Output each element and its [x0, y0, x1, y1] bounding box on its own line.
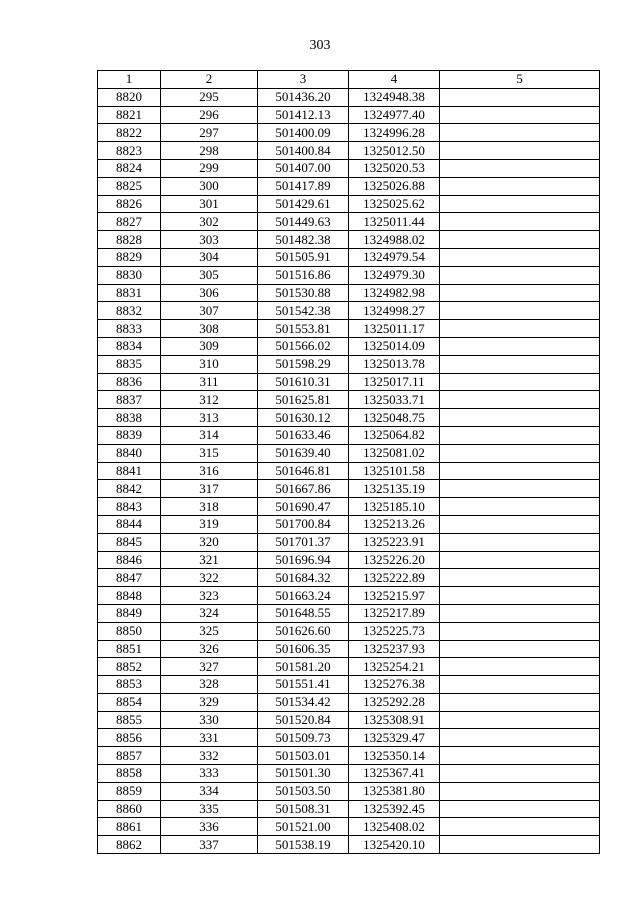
table-header-row: [98, 71, 600, 89]
cell-index: 8823: [98, 142, 161, 160]
cell-note: [440, 106, 600, 124]
cell-y-coordinate: 1324982.98: [349, 284, 440, 302]
table-row: [98, 409, 600, 427]
cell-x-coordinate: 501646.81: [258, 462, 349, 480]
column-header-4: 4: [349, 71, 440, 89]
cell-point-number: 329: [161, 693, 258, 711]
cell-y-coordinate: 1325213.26: [349, 515, 440, 533]
cell-y-coordinate: 1325217.89: [349, 604, 440, 622]
cell-point-number: 330: [161, 711, 258, 729]
cell-point-number: 333: [161, 765, 258, 783]
cell-x-coordinate: 501633.46: [258, 426, 349, 444]
cell-index: 8821: [98, 106, 161, 124]
cell-x-coordinate: 501436.20: [258, 88, 349, 106]
cell-point-number: 322: [161, 569, 258, 587]
cell-y-coordinate: 1325025.62: [349, 195, 440, 213]
cell-note: [440, 533, 600, 551]
cell-x-coordinate: 501690.47: [258, 498, 349, 516]
cell-index: 8836: [98, 373, 161, 391]
cell-point-number: 315: [161, 444, 258, 462]
cell-x-coordinate: 501400.09: [258, 124, 349, 142]
table-row: [98, 373, 600, 391]
cell-x-coordinate: 501501.30: [258, 765, 349, 783]
cell-index: 8859: [98, 782, 161, 800]
cell-x-coordinate: 501551.41: [258, 676, 349, 694]
cell-y-coordinate: 1325292.28: [349, 693, 440, 711]
cell-point-number: 305: [161, 266, 258, 284]
cell-y-coordinate: 1325013.78: [349, 355, 440, 373]
cell-point-number: 299: [161, 159, 258, 177]
cell-point-number: 307: [161, 302, 258, 320]
cell-note: [440, 711, 600, 729]
cell-point-number: 302: [161, 213, 258, 231]
table-row: [98, 266, 600, 284]
cell-index: 8846: [98, 551, 161, 569]
cell-x-coordinate: 501581.20: [258, 658, 349, 676]
cell-point-number: 316: [161, 462, 258, 480]
cell-y-coordinate: 1325020.53: [349, 159, 440, 177]
cell-x-coordinate: 501684.32: [258, 569, 349, 587]
cell-x-coordinate: 501449.63: [258, 213, 349, 231]
table-row: [98, 800, 600, 818]
table-row: [98, 159, 600, 177]
cell-note: [440, 676, 600, 694]
cell-x-coordinate: 501534.42: [258, 693, 349, 711]
table-row: [98, 747, 600, 765]
cell-y-coordinate: 1325408.02: [349, 818, 440, 836]
cell-x-coordinate: 501542.38: [258, 302, 349, 320]
table-row: [98, 106, 600, 124]
cell-x-coordinate: 501509.73: [258, 729, 349, 747]
cell-y-coordinate: 1325223.91: [349, 533, 440, 551]
cell-y-coordinate: 1325392.45: [349, 800, 440, 818]
table-row: [98, 569, 600, 587]
table-row: [98, 231, 600, 249]
cell-index: 8829: [98, 248, 161, 266]
table-row: [98, 818, 600, 836]
table-row: [98, 391, 600, 409]
cell-note: [440, 693, 600, 711]
cell-point-number: 318: [161, 498, 258, 516]
cell-point-number: 332: [161, 747, 258, 765]
cell-point-number: 328: [161, 676, 258, 694]
table-row: [98, 177, 600, 195]
cell-y-coordinate: 1325222.89: [349, 569, 440, 587]
cell-y-coordinate: 1325350.14: [349, 747, 440, 765]
column-header-3: 3: [258, 71, 349, 89]
cell-x-coordinate: 501626.60: [258, 622, 349, 640]
cell-index: 8839: [98, 426, 161, 444]
table-row: [98, 142, 600, 160]
cell-point-number: 296: [161, 106, 258, 124]
cell-x-coordinate: 501505.91: [258, 248, 349, 266]
cell-y-coordinate: 1325215.97: [349, 587, 440, 605]
cell-index: 8834: [98, 337, 161, 355]
cell-note: [440, 231, 600, 249]
cell-index: 8858: [98, 765, 161, 783]
cell-x-coordinate: 501648.55: [258, 604, 349, 622]
cell-note: [440, 444, 600, 462]
cell-index: 8838: [98, 409, 161, 427]
cell-note: [440, 480, 600, 498]
cell-note: [440, 159, 600, 177]
cell-index: 8860: [98, 800, 161, 818]
table-row: [98, 551, 600, 569]
cell-point-number: 327: [161, 658, 258, 676]
cell-note: [440, 391, 600, 409]
cell-index: 8849: [98, 604, 161, 622]
table-row: [98, 248, 600, 266]
cell-x-coordinate: 501412.13: [258, 106, 349, 124]
cell-note: [440, 604, 600, 622]
cell-y-coordinate: 1325185.10: [349, 498, 440, 516]
cell-index: 8826: [98, 195, 161, 213]
cell-note: [440, 266, 600, 284]
table-row: [98, 355, 600, 373]
table-row: [98, 88, 600, 106]
column-header-1: 1: [98, 71, 161, 89]
cell-note: [440, 782, 600, 800]
cell-x-coordinate: 501482.38: [258, 231, 349, 249]
cell-note: [440, 640, 600, 658]
cell-y-coordinate: 1325014.09: [349, 337, 440, 355]
cell-index: 8825: [98, 177, 161, 195]
cell-x-coordinate: 501508.31: [258, 800, 349, 818]
cell-index: 8837: [98, 391, 161, 409]
cell-index: 8861: [98, 818, 161, 836]
cell-note: [440, 409, 600, 427]
cell-note: [440, 462, 600, 480]
cell-point-number: 303: [161, 231, 258, 249]
cell-y-coordinate: 1325367.41: [349, 765, 440, 783]
table-row: [98, 498, 600, 516]
table-row: [98, 462, 600, 480]
cell-note: [440, 747, 600, 765]
cell-index: 8841: [98, 462, 161, 480]
cell-index: 8828: [98, 231, 161, 249]
table-row: [98, 729, 600, 747]
cell-y-coordinate: 1324998.27: [349, 302, 440, 320]
cell-index: 8852: [98, 658, 161, 676]
cell-point-number: 295: [161, 88, 258, 106]
cell-index: 8845: [98, 533, 161, 551]
cell-y-coordinate: 1324988.02: [349, 231, 440, 249]
cell-x-coordinate: 501538.19: [258, 836, 349, 854]
table-row: [98, 693, 600, 711]
cell-index: 8833: [98, 320, 161, 338]
cell-x-coordinate: 501625.81: [258, 391, 349, 409]
cell-note: [440, 337, 600, 355]
table-row: [98, 124, 600, 142]
cell-x-coordinate: 501667.86: [258, 480, 349, 498]
cell-x-coordinate: 501700.84: [258, 515, 349, 533]
cell-note: [440, 515, 600, 533]
cell-index: 8850: [98, 622, 161, 640]
cell-note: [440, 213, 600, 231]
cell-index: 8831: [98, 284, 161, 302]
cell-index: 8862: [98, 836, 161, 854]
cell-point-number: 311: [161, 373, 258, 391]
table-row: [98, 622, 600, 640]
cell-y-coordinate: 1325012.50: [349, 142, 440, 160]
cell-point-number: 319: [161, 515, 258, 533]
column-header-5: 5: [440, 71, 600, 89]
cell-y-coordinate: 1325226.20: [349, 551, 440, 569]
cell-note: [440, 800, 600, 818]
cell-x-coordinate: 501503.50: [258, 782, 349, 800]
cell-y-coordinate: 1325237.93: [349, 640, 440, 658]
cell-note: [440, 320, 600, 338]
cell-y-coordinate: 1325308.91: [349, 711, 440, 729]
cell-y-coordinate: 1325033.71: [349, 391, 440, 409]
cell-y-coordinate: 1324979.30: [349, 266, 440, 284]
cell-note: [440, 765, 600, 783]
cell-note: [440, 177, 600, 195]
cell-index: 8853: [98, 676, 161, 694]
cell-note: [440, 569, 600, 587]
cell-point-number: 297: [161, 124, 258, 142]
cell-note: [440, 373, 600, 391]
cell-x-coordinate: 501503.01: [258, 747, 349, 765]
cell-index: 8843: [98, 498, 161, 516]
cell-point-number: 325: [161, 622, 258, 640]
cell-x-coordinate: 501606.35: [258, 640, 349, 658]
cell-x-coordinate: 501400.84: [258, 142, 349, 160]
cell-y-coordinate: 1325329.47: [349, 729, 440, 747]
table-row: [98, 533, 600, 551]
cell-y-coordinate: 1324948.38: [349, 88, 440, 106]
cell-x-coordinate: 501520.84: [258, 711, 349, 729]
cell-note: [440, 498, 600, 516]
cell-note: [440, 836, 600, 854]
cell-index: 8847: [98, 569, 161, 587]
cell-note: [440, 587, 600, 605]
cell-x-coordinate: 501429.61: [258, 195, 349, 213]
cell-index: 8854: [98, 693, 161, 711]
cell-point-number: 336: [161, 818, 258, 836]
table-row: [98, 676, 600, 694]
table-row: [98, 640, 600, 658]
table-row: [98, 515, 600, 533]
cell-point-number: 317: [161, 480, 258, 498]
table-row: [98, 711, 600, 729]
table-row: [98, 213, 600, 231]
cell-y-coordinate: 1324977.40: [349, 106, 440, 124]
cell-note: [440, 426, 600, 444]
cell-y-coordinate: 1325420.10: [349, 836, 440, 854]
cell-point-number: 320: [161, 533, 258, 551]
table-row: [98, 836, 600, 854]
table-row: [98, 587, 600, 605]
cell-x-coordinate: 501598.29: [258, 355, 349, 373]
cell-x-coordinate: 501530.88: [258, 284, 349, 302]
cell-note: [440, 818, 600, 836]
cell-y-coordinate: 1325026.88: [349, 177, 440, 195]
cell-note: [440, 124, 600, 142]
cell-note: [440, 729, 600, 747]
cell-index: 8848: [98, 587, 161, 605]
cell-y-coordinate: 1324979.54: [349, 248, 440, 266]
cell-note: [440, 284, 600, 302]
cell-y-coordinate: 1324996.28: [349, 124, 440, 142]
page-number: 303: [309, 38, 331, 53]
table-row: [98, 302, 600, 320]
cell-note: [440, 551, 600, 569]
cell-x-coordinate: 501696.94: [258, 551, 349, 569]
cell-point-number: 321: [161, 551, 258, 569]
cell-point-number: 326: [161, 640, 258, 658]
cell-point-number: 300: [161, 177, 258, 195]
cell-y-coordinate: 1325064.82: [349, 426, 440, 444]
cell-point-number: 314: [161, 426, 258, 444]
cell-x-coordinate: 501701.37: [258, 533, 349, 551]
cell-point-number: 298: [161, 142, 258, 160]
cell-index: 8835: [98, 355, 161, 373]
cell-x-coordinate: 501610.31: [258, 373, 349, 391]
cell-point-number: 310: [161, 355, 258, 373]
cell-y-coordinate: 1325011.17: [349, 320, 440, 338]
table-row: [98, 195, 600, 213]
cell-index: 8840: [98, 444, 161, 462]
cell-point-number: 301: [161, 195, 258, 213]
cell-point-number: 304: [161, 248, 258, 266]
cell-y-coordinate: 1325254.21: [349, 658, 440, 676]
cell-y-coordinate: 1325381.80: [349, 782, 440, 800]
cell-y-coordinate: 1325048.75: [349, 409, 440, 427]
cell-x-coordinate: 501407.00: [258, 159, 349, 177]
cell-x-coordinate: 501417.89: [258, 177, 349, 195]
table-row: [98, 782, 600, 800]
cell-y-coordinate: 1325225.73: [349, 622, 440, 640]
table-row: [98, 604, 600, 622]
cell-x-coordinate: 501553.81: [258, 320, 349, 338]
cell-index: 8832: [98, 302, 161, 320]
column-header-2: 2: [161, 71, 258, 89]
table-row: [98, 444, 600, 462]
cell-note: [440, 658, 600, 676]
cell-x-coordinate: 501663.24: [258, 587, 349, 605]
cell-point-number: 306: [161, 284, 258, 302]
cell-y-coordinate: 1325276.38: [349, 676, 440, 694]
cell-point-number: 337: [161, 836, 258, 854]
table-row: [98, 765, 600, 783]
table-body: [98, 88, 600, 853]
cell-index: 8851: [98, 640, 161, 658]
cell-note: [440, 142, 600, 160]
cell-note: [440, 195, 600, 213]
cell-x-coordinate: 501630.12: [258, 409, 349, 427]
cell-point-number: 323: [161, 587, 258, 605]
cell-index: 8856: [98, 729, 161, 747]
cell-point-number: 308: [161, 320, 258, 338]
cell-note: [440, 622, 600, 640]
cell-point-number: 331: [161, 729, 258, 747]
coordinates-table: [97, 70, 600, 854]
cell-y-coordinate: 1325011.44: [349, 213, 440, 231]
cell-y-coordinate: 1325081.02: [349, 444, 440, 462]
cell-x-coordinate: 501516.86: [258, 266, 349, 284]
cell-index: 8820: [98, 88, 161, 106]
cell-note: [440, 355, 600, 373]
cell-note: [440, 88, 600, 106]
cell-note: [440, 248, 600, 266]
cell-index: 8824: [98, 159, 161, 177]
cell-index: 8830: [98, 266, 161, 284]
table-row: [98, 284, 600, 302]
table-row: [98, 320, 600, 338]
cell-index: 8822: [98, 124, 161, 142]
cell-index: 8842: [98, 480, 161, 498]
cell-index: 8855: [98, 711, 161, 729]
cell-y-coordinate: 1325101.58: [349, 462, 440, 480]
cell-x-coordinate: 501639.40: [258, 444, 349, 462]
cell-point-number: 324: [161, 604, 258, 622]
cell-x-coordinate: 501521.00: [258, 818, 349, 836]
table-row: [98, 480, 600, 498]
cell-point-number: 312: [161, 391, 258, 409]
cell-y-coordinate: 1325017.11: [349, 373, 440, 391]
table-row: [98, 426, 600, 444]
table-row: [98, 337, 600, 355]
cell-point-number: 309: [161, 337, 258, 355]
table-row: [98, 658, 600, 676]
cell-index: 8827: [98, 213, 161, 231]
cell-point-number: 334: [161, 782, 258, 800]
cell-x-coordinate: 501566.02: [258, 337, 349, 355]
cell-note: [440, 302, 600, 320]
cell-y-coordinate: 1325135.19: [349, 480, 440, 498]
cell-index: 8844: [98, 515, 161, 533]
cell-point-number: 335: [161, 800, 258, 818]
cell-index: 8857: [98, 747, 161, 765]
cell-point-number: 313: [161, 409, 258, 427]
